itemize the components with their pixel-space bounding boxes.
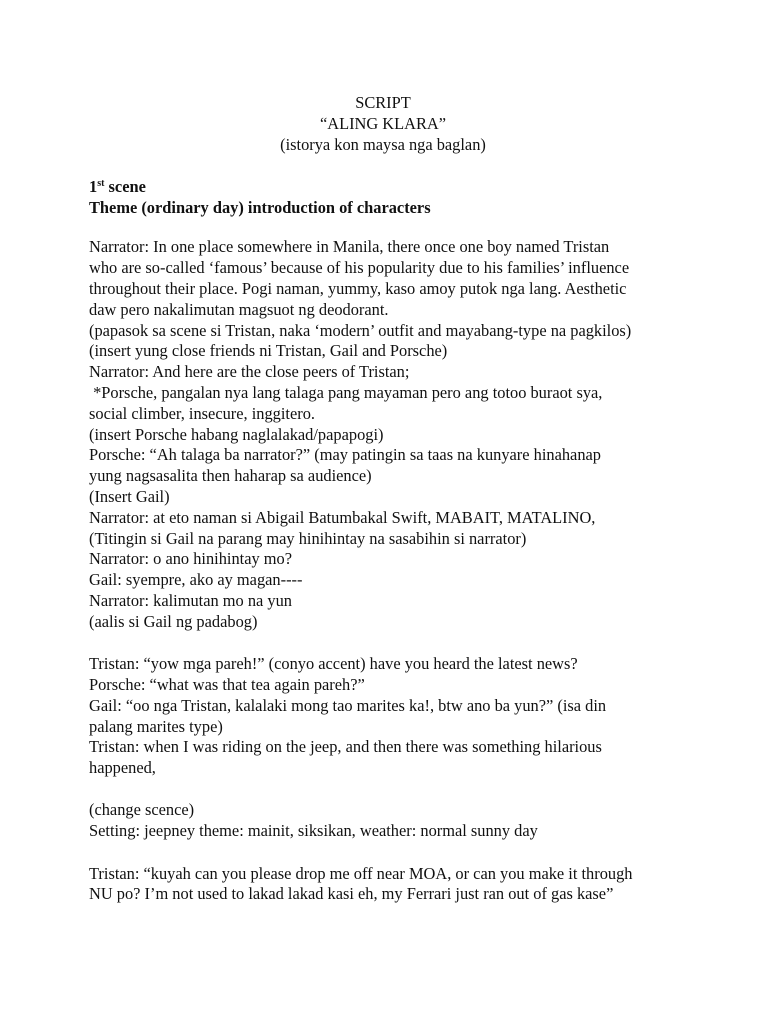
script-line: Narrator: And here are the close peers of Tristan; (89, 362, 410, 382)
script-block-2 (89, 654, 729, 779)
title-block (89, 93, 677, 155)
script-subtitle: “ALING KLARA” (319, 113, 447, 133)
script-line: Tristan: “yow mga pareh!” (conyo accent) have you heard the latest news? (89, 654, 578, 674)
script-line: Gail: “oo nga Tristan, kalalaki mong tao marites ka!, btw ano ba yun?” (isa din (89, 695, 607, 715)
script-line: *Porsche, pangalan nya lang talaga pang mayaman pero ang totoo buraot sya, (89, 383, 603, 403)
script-line: Gail: syempre, ako ay magan---- (89, 570, 303, 590)
document-page (89, 93, 729, 905)
scene-theme: Theme (ordinary day) introduction of characters (89, 197, 431, 217)
script-block-4 (89, 864, 729, 906)
script-line: Narrator: In one place somewhere in Manila, there once one boy named Tristan (89, 237, 610, 257)
script-line: Narrator: o ano hinihintay mo? (89, 549, 293, 569)
script-line: Tristan: when I was riding on the jeep, and then there was something hilarious (89, 737, 602, 757)
script-line: (papasok sa scene si Tristan, naka ‘modern’ outfit and mayabang-type na pagkilos) (89, 320, 632, 340)
script-line: (aalis si Gail ng padabog) (89, 611, 258, 631)
scene-ordinal: st (97, 177, 105, 189)
script-line: (insert yung close friends ni Tristan, Gail and Porsche) (89, 341, 448, 361)
script-line: palang marites type) (89, 716, 223, 736)
script-block-3 (89, 800, 729, 842)
script-title: SCRIPT (355, 93, 411, 112)
scene-heading (89, 177, 729, 198)
scene-number: 1 (89, 176, 98, 196)
script-line: (insert Porsche habang naglalakad/papapogi) (89, 424, 384, 444)
script-line: happened, (89, 758, 156, 778)
script-line: throughout their place. Pogi naman, yummy, kaso amoy putok nga lang. Aesthetic (89, 279, 627, 299)
script-line: who are so-called ‘famous’ because of his popularity due to his families’ influence (89, 258, 630, 278)
script-line: Narrator: at eto naman si Abigail Batumbakal Swift, MABAIT, MATALINO, (89, 507, 596, 527)
script-line: yung nagsasalita then haharap sa audience) (89, 466, 372, 486)
script-tagline: (istorya kon maysa nga baglan) (280, 134, 486, 154)
script-line: Tristan: “kuyah can you please drop me off near MOA, or can you make it through (89, 863, 633, 883)
script-line: daw pero nakalimutan magsuot ng deodorant. (89, 299, 389, 319)
script-line: NU po? I’m not used to lakad lakad kasi eh, my Ferrari just ran out of gas kase” (89, 884, 614, 904)
script-line: (Insert Gail) (89, 487, 170, 507)
script-line: (Titingin si Gail na parang may hinihintay na sasabihin si narrator) (89, 528, 527, 548)
script-line: (change scence) (89, 800, 195, 820)
script-line: Setting: jeepney theme: mainit, siksikan, weather: normal sunny day (89, 821, 538, 841)
script-block-1 (89, 237, 729, 632)
script-line: Porsche: “Ah talaga ba narrator?” (may patingin sa taas na kunyare hinahanap (89, 445, 601, 465)
scene-word: scene (104, 176, 146, 196)
script-line: Porsche: “what was that tea again pareh?” (89, 674, 365, 694)
script-line: social climber, insecure, inggitero. (89, 403, 316, 423)
script-line: Narrator: kalimutan mo na yun (89, 591, 293, 611)
